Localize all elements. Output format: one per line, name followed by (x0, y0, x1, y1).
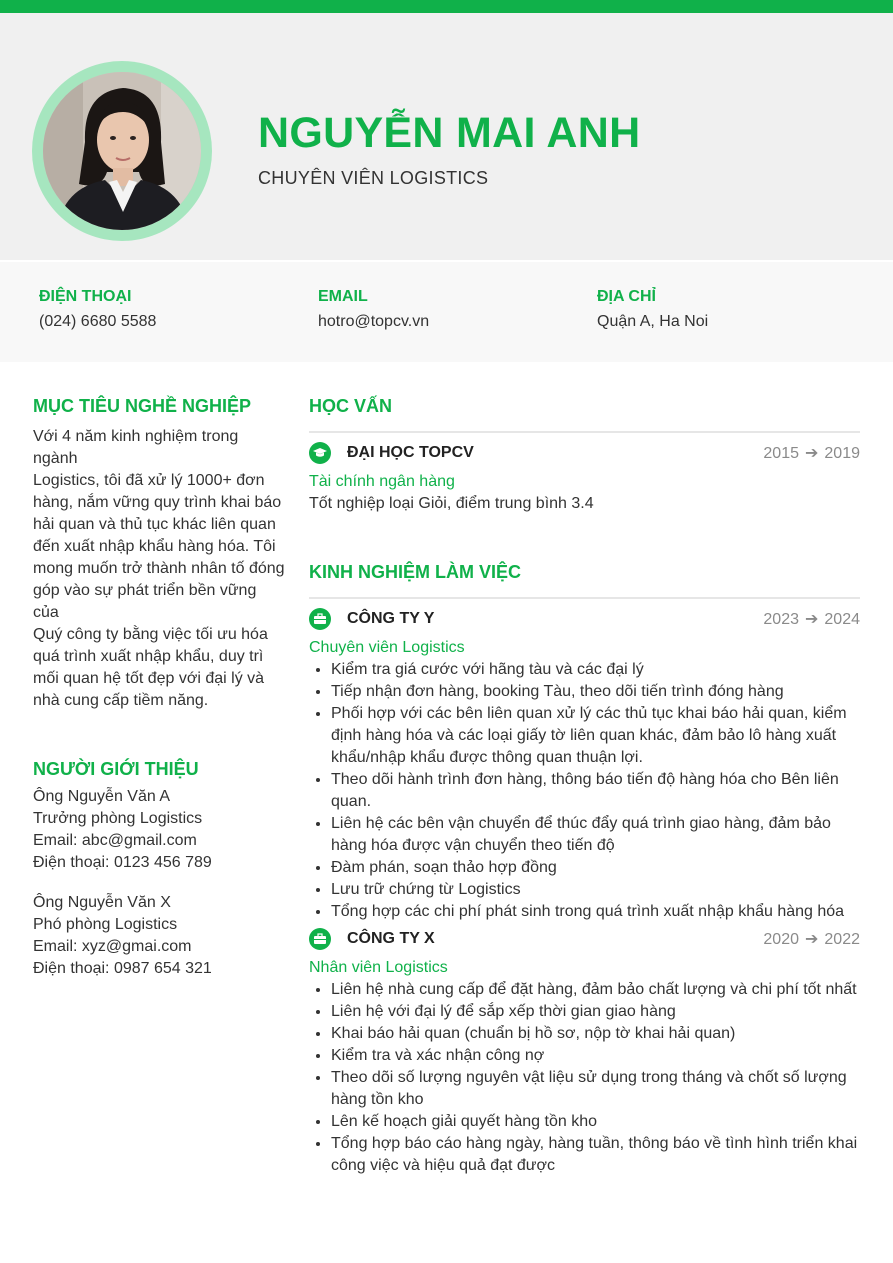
job-role: Nhân viên Logistics (309, 959, 448, 976)
list-item: • Tiếp nhận đơn hàng, booking Tàu, theo dõi tiến trình đóng hàng (331, 681, 860, 703)
avatar (43, 72, 201, 230)
reference-email: Email: abc@gmail.com (33, 832, 197, 849)
education-entry-header (309, 441, 860, 471)
objective-line: nhà cung cấp tiềm năng. (33, 692, 209, 709)
list-item: • Liên hệ với đại lý để sắp xếp thời gian giao hàng (331, 1001, 860, 1023)
briefcase-icon (309, 928, 331, 950)
reference-2 (33, 892, 285, 980)
reference-name: Ông Nguyễn Văn A (33, 788, 170, 805)
references-title: NGƯỜI GIỚI THIỆU (33, 759, 199, 779)
objective-line: Quý công ty bằng việc tối ưu hóa (33, 626, 268, 643)
arrow-right-icon: ➔ (805, 445, 819, 462)
list-item: • Kiểm tra và xác nhận công nợ (331, 1045, 860, 1067)
objective-line: mong muốn trở thành nhân tố đóng (33, 560, 285, 577)
profile-header (0, 13, 893, 260)
reference-phone: Điện thoại: 0123 456 789 (33, 854, 212, 871)
contact-label: ĐIỆN THOẠI (39, 288, 132, 305)
avatar-portrait (43, 72, 201, 230)
list-item: • Theo dõi số lượng nguyên vật liệu sử dụng trong tháng và chốt số lượng hàng tồn kho (331, 1067, 860, 1111)
experience-dates (763, 929, 860, 949)
education-dates (763, 443, 860, 463)
objective-line: quá trình xuất nhập khẩu, duy trì (33, 648, 264, 665)
contact-label: ĐỊA CHỈ (597, 288, 656, 305)
experience-entry-header (309, 927, 860, 957)
school-name: ĐẠI HỌC TOPCV (347, 444, 474, 461)
education-title: HỌC VẤN (309, 395, 860, 433)
graduation-cap-icon (309, 442, 331, 464)
experience-title: KINH NGHIỆM LÀM VIỆC (309, 561, 860, 599)
objective-title: MỤC TIÊU NGHỀ NGHIỆP (33, 396, 252, 416)
left-column (33, 395, 285, 980)
start-year: 2015 (763, 445, 799, 462)
arrow-right-icon: ➔ (805, 931, 819, 948)
end-year: 2019 (824, 445, 860, 462)
reference-role: Phó phòng Logistics (33, 916, 178, 933)
contact-email (318, 288, 429, 331)
list-item: • Theo dõi hành trình đơn hàng, thông báo tiến độ hàng hóa cho Bên liên quan. (331, 769, 860, 813)
experience-dates (763, 609, 860, 629)
list-item: • Lên kế hoạch giải quyết hàng tồn kho (331, 1111, 860, 1133)
list-item: • Khai báo hải quan (chuẩn bị hồ sơ, nộp tờ khai hải quan) (331, 1023, 860, 1045)
list-item: • Liên hệ các bên vận chuyển để thúc đẩy quá trình giao hàng, đảm bảo hàng hóa được vận chuyển theo tiến độ (331, 813, 860, 857)
education-major: Tài chính ngân hàng (309, 473, 455, 490)
end-year: 2024 (824, 611, 860, 628)
reference-phone: Điện thoại: 0987 654 321 (33, 960, 212, 977)
objective-line: đến xuất nhập khẩu hàng hóa. Tôi (33, 538, 276, 555)
reference-1 (33, 786, 285, 874)
address-value: Quận A, Ha Noi (597, 313, 709, 330)
contact-address (597, 288, 708, 331)
list-item: • Đàm phán, soạn thảo hợp đồng (331, 857, 860, 879)
list-item: • Liên hệ nhà cung cấp để đặt hàng, đảm bảo chất lượng và chi phí tốt nhất (331, 979, 860, 1001)
contact-label: EMAIL (318, 288, 368, 305)
email-value: hotro@topcv.vn (318, 313, 430, 330)
briefcase-icon (309, 608, 331, 630)
list-item: • Lưu trữ chứng từ Logistics (331, 879, 860, 901)
list-item: • Tổng hợp các chi phí phát sinh trong quá trình xuất nhập khẩu hàng hóa (331, 901, 860, 923)
reference-name: Ông Nguyễn Văn X (33, 894, 171, 911)
objective-text (33, 426, 285, 712)
education-detail: Tốt nghiệp loại Giỏi, điểm trung bình 3.4 (309, 495, 594, 512)
contact-bar (0, 262, 893, 362)
top-accent-bar (0, 0, 893, 13)
objective-line: hải quan và thủ tục khác liên quan (33, 516, 276, 533)
company-name: CÔNG TY X (347, 930, 435, 947)
start-year: 2020 (763, 931, 799, 948)
candidate-name: NGUYỄN MAI ANH (258, 109, 641, 157)
list-item: • Phối hợp với các bên liên quan xử lý các thủ tục khai báo hải quan, kiểm định hàng hóa và các loại giấy tờ liên quan khác, đảm bảo lô hàng xuất khẩu/nhập khẩu được thông quan thuận lợi. (331, 703, 860, 769)
candidate-position: CHUYÊN VIÊN LOGISTICS (258, 168, 489, 188)
end-year: 2022 (824, 931, 860, 948)
company-name: CÔNG TY Y (347, 610, 435, 627)
objective-line: góp vào sự phát triển bền vững của (33, 582, 257, 621)
reference-email: Email: xyz@gmai.com (33, 938, 192, 955)
reference-role: Trưởng phòng Logistics (33, 810, 203, 827)
list-item: • Tổng hợp báo cáo hàng ngày, hàng tuần, thông báo về tình hình triển khai công việc và hiệu quả đạt được (331, 1133, 860, 1177)
objective-line: mối quan hệ tốt đẹp với đại lý và (33, 670, 265, 687)
start-year: 2023 (763, 611, 799, 628)
arrow-right-icon: ➔ (805, 611, 819, 628)
objective-line: Với 4 năm kinh nghiệm trong ngành (33, 428, 239, 467)
right-column (309, 395, 860, 1177)
contact-phone (39, 288, 156, 331)
avatar-ring (32, 61, 212, 241)
objective-line: Logistics, tôi đã xử lý 1000+ đơn (33, 472, 265, 489)
experience-entry-header (309, 607, 860, 637)
objective-line: hàng, nắm vững quy trình khai báo (33, 494, 282, 511)
job-role: Chuyên viên Logistics (309, 639, 465, 656)
task-list (309, 659, 860, 923)
phone-value: (024) 6680 5588 (39, 313, 157, 330)
list-item: • Kiểm tra giá cước với hãng tàu và các đại lý (331, 659, 860, 681)
task-list (309, 979, 860, 1177)
